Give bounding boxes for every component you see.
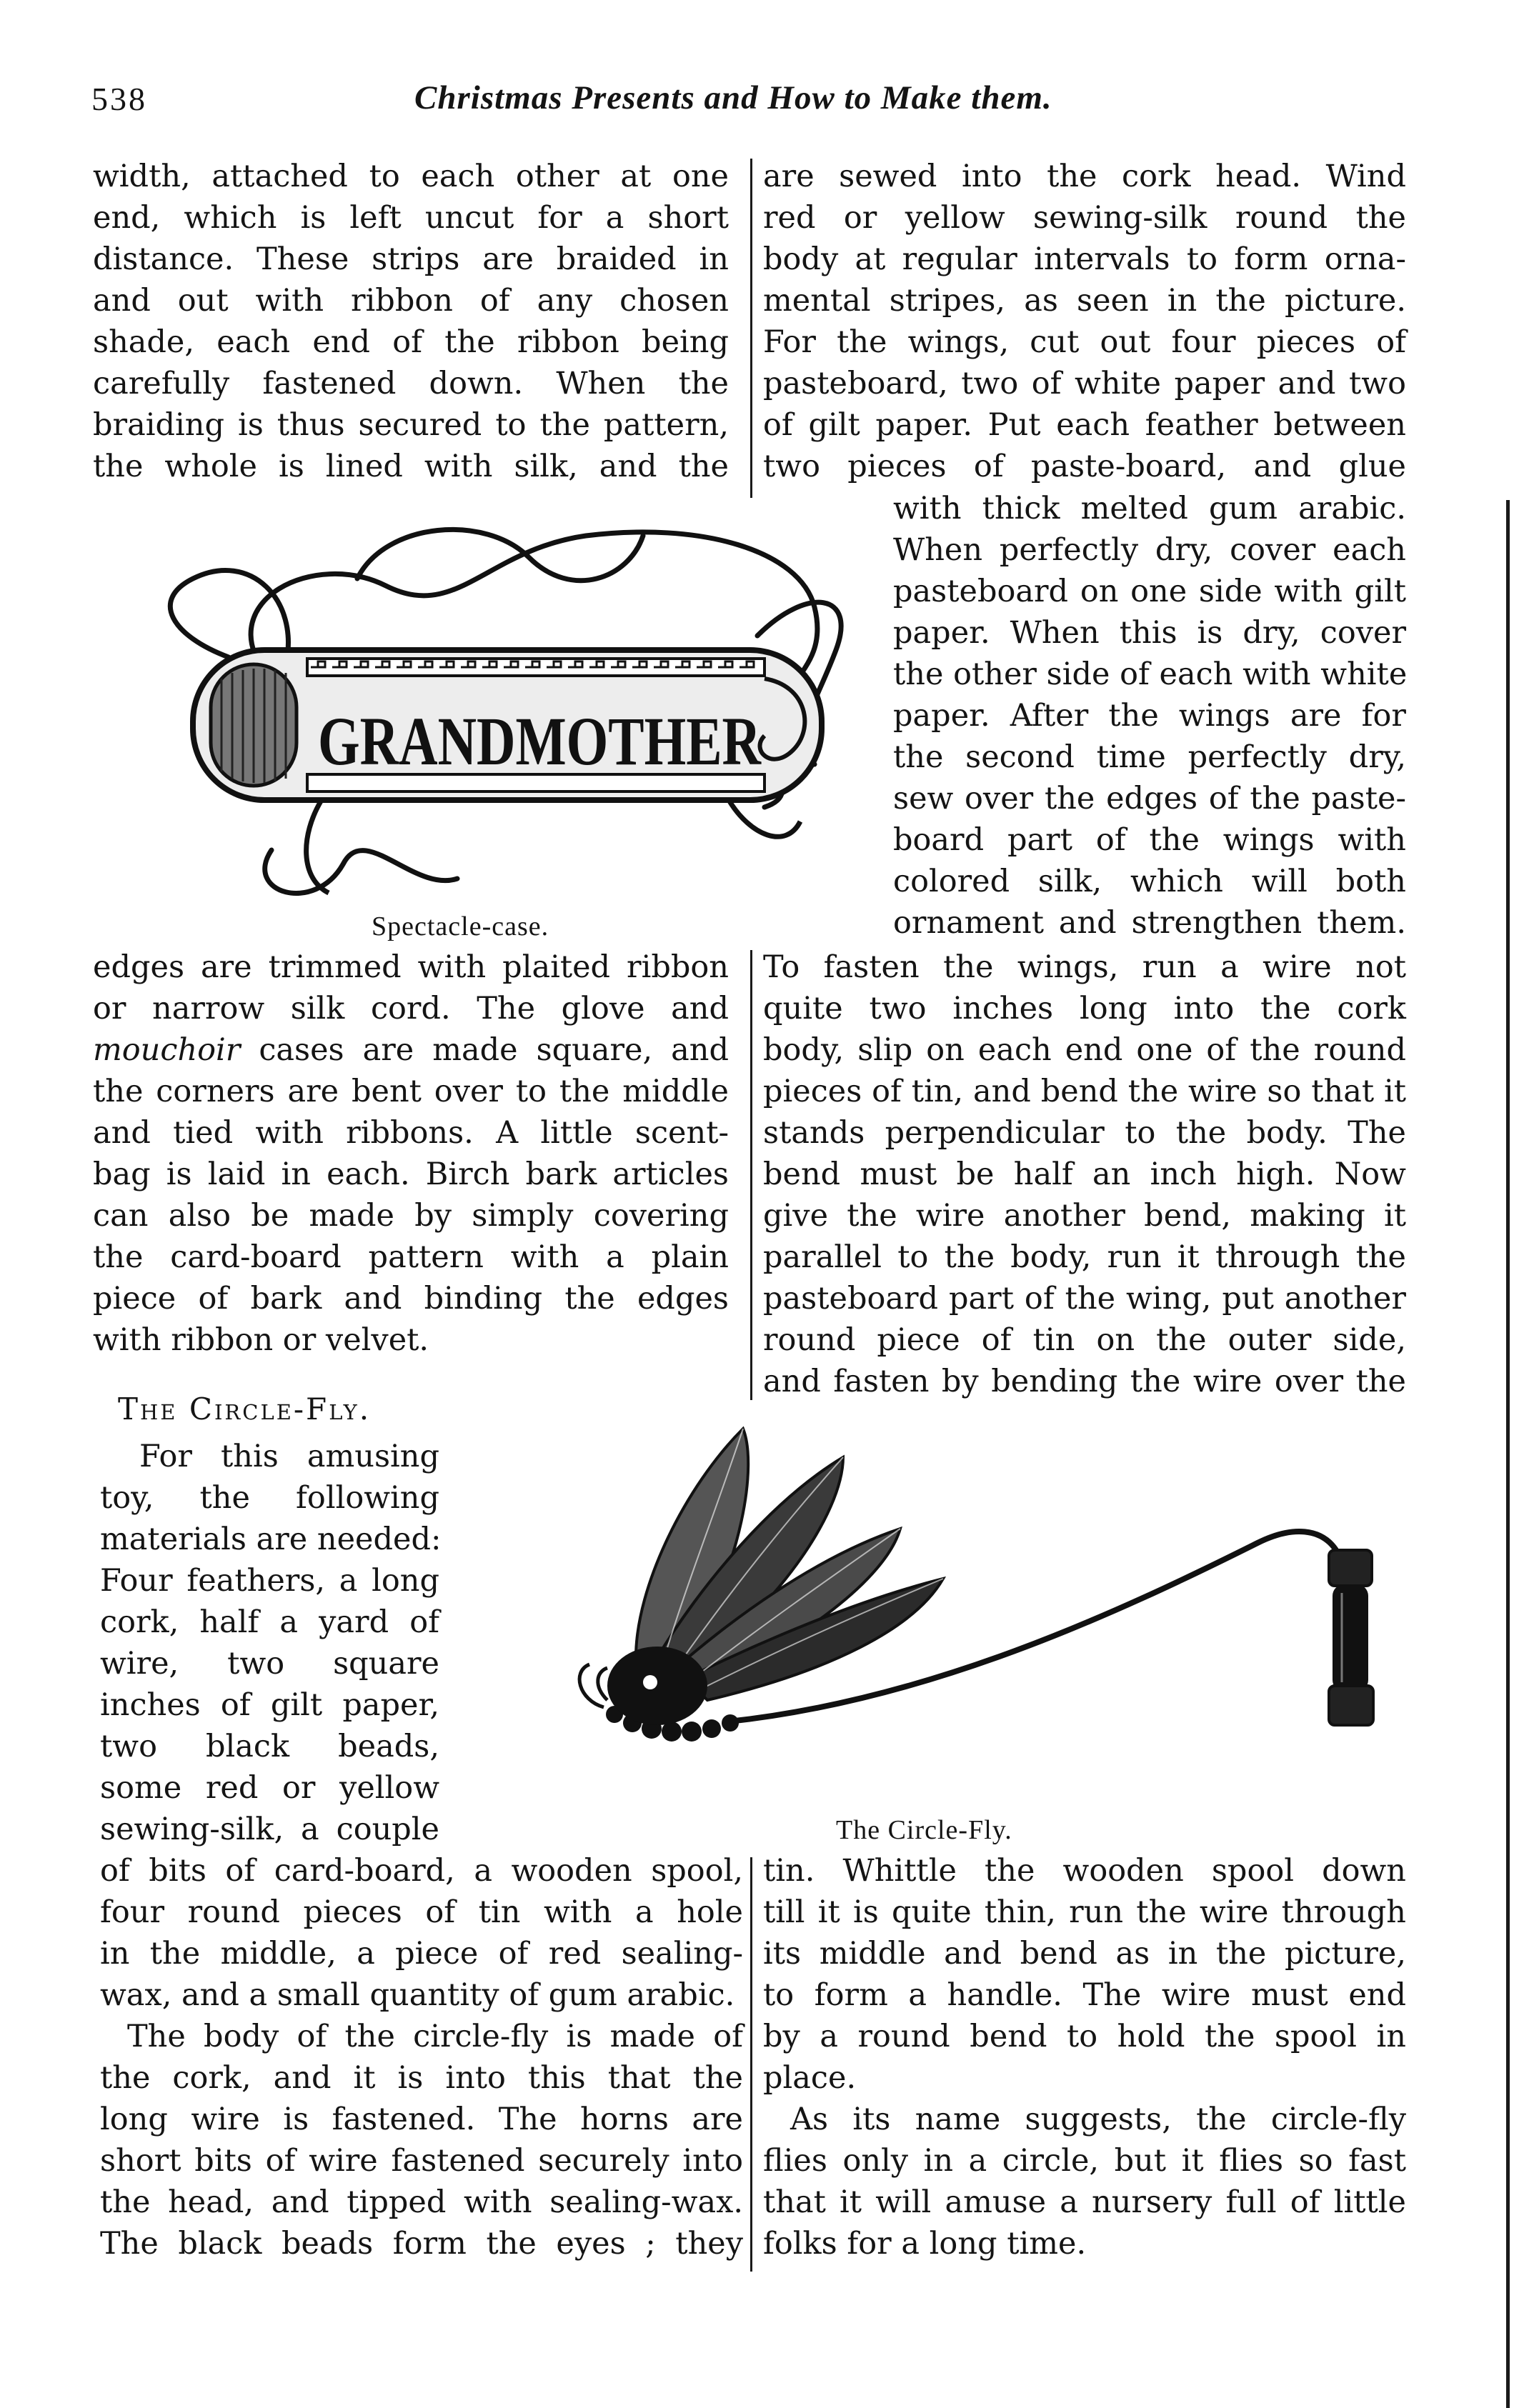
text-line: wire, two square [100, 1646, 439, 1682]
text-line: The black beads form the eyes ; they [100, 2226, 743, 2262]
text-line: long wire is fastened. The horns are [100, 2102, 743, 2137]
text-line: mouchoir cases are made square, and [93, 1032, 729, 1068]
text-line: distance. These strips are braided in [93, 241, 729, 277]
text-line: parallel to the body, run it through the [763, 1239, 1406, 1275]
text-line: the second time perfectly dry, [893, 739, 1406, 775]
page-number: 538 [91, 81, 147, 117]
text-line: toy, the following [100, 1480, 439, 1516]
spectacle-case-illustration [86, 493, 872, 921]
text-line: are sewed into the cork head. Wind [763, 159, 1406, 194]
text-line: that it will amuse a nursery full of little [763, 2184, 1406, 2220]
text-line: the corners are bent over to the middle [93, 1074, 729, 1109]
spectacle-case-caption: Spectacle-case. [372, 911, 549, 941]
text-line: For the wings, cut out four pieces of [763, 324, 1406, 360]
text-line: sewing-silk, a couple [100, 1812, 439, 1847]
text-line: of gilt paper. Put each feather between [763, 407, 1406, 443]
text-line: wax, and a small quantity of gum arabic. [100, 1977, 735, 2013]
text-line: When perfectly dry, cover each [893, 532, 1406, 568]
text-line: cork, half a yard of [100, 1604, 439, 1640]
running-title: Christmas Presents and How to Make them. [414, 79, 1052, 116]
text-line: edges are trimmed with plaited ribbon [93, 949, 729, 985]
text-line: to form a handle. The wire must end [763, 1977, 1406, 2013]
text-line: its middle and bend as in the picture, [763, 1936, 1406, 1972]
text-line: can also be made by simply covering [93, 1198, 729, 1234]
text-line: bend must be half an inch high. Now [763, 1156, 1406, 1192]
text-line: two black beads, [100, 1729, 439, 1764]
text-line: short bits of wire fastened securely into [100, 2143, 743, 2179]
text-line: and fasten by bending the wire over the [763, 1364, 1406, 1399]
text-line: To fasten the wings, run a wire not [763, 949, 1406, 985]
text-line: with thick melted gum arabic. [893, 491, 1406, 526]
text-line: ornament and strengthen them. [893, 905, 1406, 941]
text-line: width, attached to each other at one [93, 159, 729, 194]
text-line: As its name suggests, the circle-fly [790, 2102, 1406, 2137]
page-edge-rule [1506, 500, 1510, 2408]
text-line: in the middle, a piece of red sealing- [100, 1936, 743, 1972]
column-divider-middle [750, 950, 752, 1400]
text-line: of bits of card-board, a wooden spool, [100, 1853, 743, 1889]
circle-fly-illustration [472, 1400, 1486, 1843]
text-line: colored silk, which will both [893, 864, 1406, 899]
text-line: The body of the circle-fly is made of [127, 2019, 743, 2054]
text-line: pieces of tin, and bend the wire so that it [763, 1074, 1406, 1109]
text-line: shade, each end of the ribbon being [93, 324, 729, 360]
text-line: pasteboard, two of white paper and two [763, 366, 1406, 401]
text-line: pasteboard part of the wing, put another [763, 1281, 1406, 1317]
text-line: some red or yellow [100, 1770, 439, 1806]
text-line: give the wire another bend, making it [763, 1198, 1406, 1234]
text-line: piece of bark and binding the edges [93, 1281, 729, 1317]
text-line: red or yellow sewing-silk round the [763, 200, 1406, 236]
text-line: pasteboard on one side with gilt [893, 574, 1406, 609]
text-line: bag is laid in each. Birch bark articles [93, 1156, 729, 1192]
text-line: stands perpendicular to the body. The [763, 1115, 1406, 1151]
text-line: For this amusing [139, 1439, 439, 1474]
text-line: the card-board pattern with a plain [93, 1239, 729, 1275]
text-line: end, which is left uncut for a short [93, 200, 729, 236]
text-line: tin. Whittle the wooden spool down [763, 1853, 1406, 1889]
column-divider-bottom [750, 1857, 752, 2272]
text-line: carefully fastened down. When the [93, 366, 729, 401]
text-line: and tied with ribbons. A little scent- [93, 1115, 729, 1151]
text-line: quite two inches long into the cork [763, 991, 1406, 1026]
text-line: inches of gilt paper, [100, 1687, 439, 1723]
case-label-text: GRANDMOTHER [318, 703, 762, 779]
text-line: the other side of each with white [893, 656, 1408, 692]
text-line: by a round bend to hold the spool in [763, 2019, 1406, 2054]
circle-fly-caption: The Circle-Fly. [836, 1815, 1012, 1845]
text-line: board part of the wings with [893, 822, 1406, 858]
text-line: braiding is thus secured to the pattern, [93, 407, 729, 443]
text-line: flies only in a circle, but it flies so fast [763, 2143, 1406, 2179]
text-line: till it is quite thin, run the wire through [763, 1894, 1406, 1930]
text-line: four round pieces of tin with a hole [100, 1894, 743, 1930]
column-divider-top [750, 159, 752, 498]
text-line: the cork, and it is into this that the [100, 2060, 743, 2096]
text-line: the whole is lined with silk, and the [93, 449, 729, 484]
text-line: mental stripes, as seen in the picture. [763, 283, 1406, 319]
text-line: paper. After the wings are for [893, 698, 1406, 734]
text-line: with ribbon or velvet. [93, 1322, 429, 1358]
text-line: the head, and tipped with sealing-wax. [100, 2184, 743, 2220]
text-line: place. [763, 2060, 857, 2096]
text-line: folks for a long time. [763, 2226, 1087, 2262]
text-line: materials are needed: [100, 1522, 442, 1557]
text-line: body at regular intervals to form orna- [763, 241, 1406, 277]
text-line: body, slip on each end one of the round [763, 1032, 1406, 1068]
section-heading: The Circle-Fly. [118, 1392, 372, 1427]
text-line: round piece of tin on the outer side, [763, 1322, 1406, 1358]
text-line: paper. When this is dry, cover [893, 615, 1406, 651]
text-line: Four feathers, a long [100, 1563, 439, 1599]
text-line: two pieces of paste-board, and glue [763, 449, 1406, 484]
text-line: or narrow silk cord. The glove and [93, 991, 729, 1026]
text-line: and out with ribbon of any chosen [93, 283, 729, 319]
text-line: sew over the edges of the paste- [893, 781, 1406, 816]
